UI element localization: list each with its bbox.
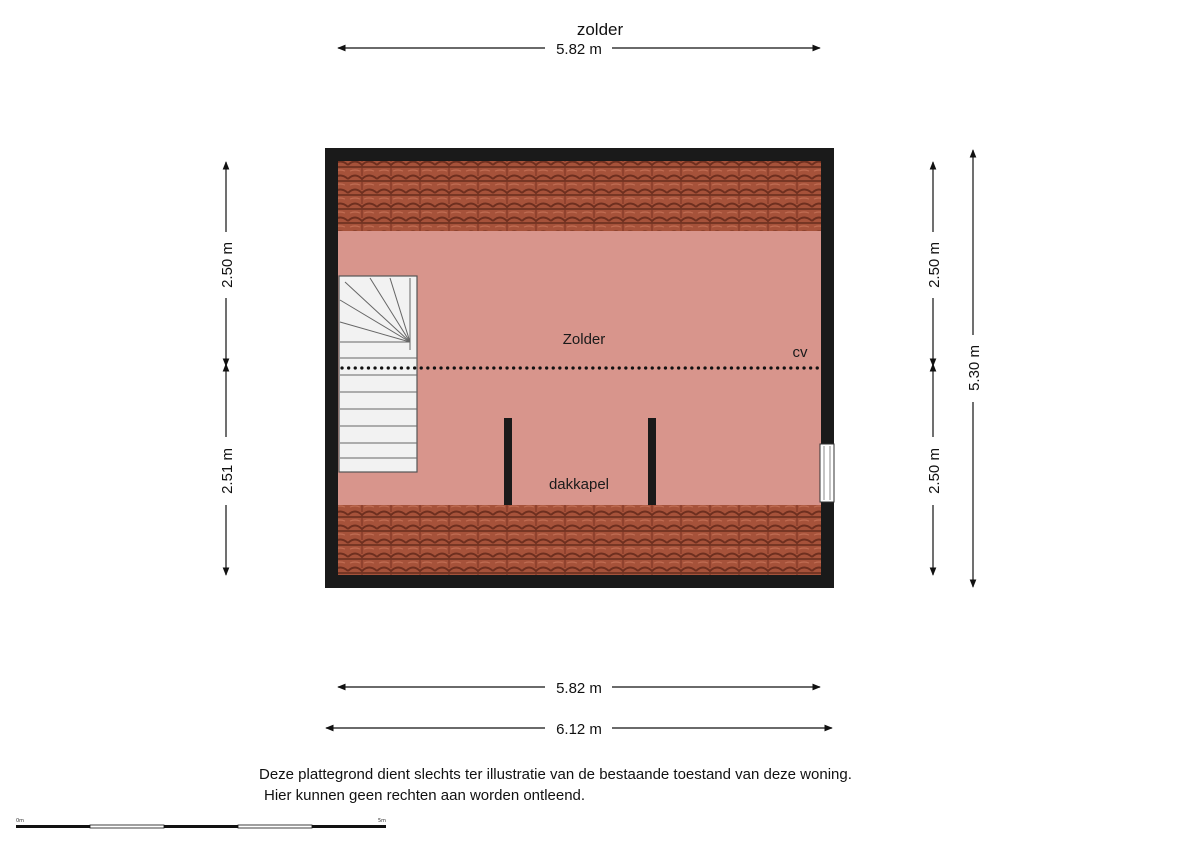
dimension-bottom-inner-label: 5.82 m xyxy=(556,680,602,697)
dimension-top-width-label: 5.82 m xyxy=(556,41,602,58)
room-label-zolder: Zolder xyxy=(562,331,606,348)
dimension-right-upper xyxy=(926,162,943,366)
dimension-left-upper xyxy=(219,162,236,366)
dimension-left-lower-label: 2.51 m xyxy=(219,448,236,494)
window-right xyxy=(820,444,834,502)
staircase xyxy=(339,276,417,472)
dimension-right-lower xyxy=(926,364,943,575)
roof-tiles-top xyxy=(338,161,821,231)
room-label-dakkapel: dakkapel xyxy=(548,476,610,493)
dimension-top-width xyxy=(338,41,820,58)
dimension-bottom-inner xyxy=(338,680,820,697)
scale-bar xyxy=(16,818,386,828)
disclaimer-line-2: Hier kunnen geen rechten aan worden ontleend. xyxy=(264,787,586,804)
dormer-post-left xyxy=(504,418,512,505)
dimension-left-lower xyxy=(219,364,236,575)
dimension-bottom-outer-label: 6.12 m xyxy=(556,721,602,738)
dimension-right-total xyxy=(966,150,983,587)
floor-title: zolder xyxy=(576,20,624,39)
dimension-right-total-label: 5.30 m xyxy=(966,345,983,391)
dormer-post-right xyxy=(648,418,656,505)
room-label-cv: cv xyxy=(792,344,808,361)
roof-tiles-bottom xyxy=(338,505,821,575)
scale-bar-end-label: 5m xyxy=(378,818,387,824)
dimension-right-lower-label: 2.50 m xyxy=(926,448,943,494)
dimension-right-upper-label: 2.50 m xyxy=(926,242,943,288)
dimension-bottom-outer xyxy=(326,721,832,738)
disclaimer-line-1: Deze plattegrond dient slechts ter illustratie van de bestaande toestand van deze woning. xyxy=(259,766,852,783)
dimension-left-upper-label: 2.50 m xyxy=(219,242,236,288)
scale-bar-start-label: 0m xyxy=(16,818,25,824)
